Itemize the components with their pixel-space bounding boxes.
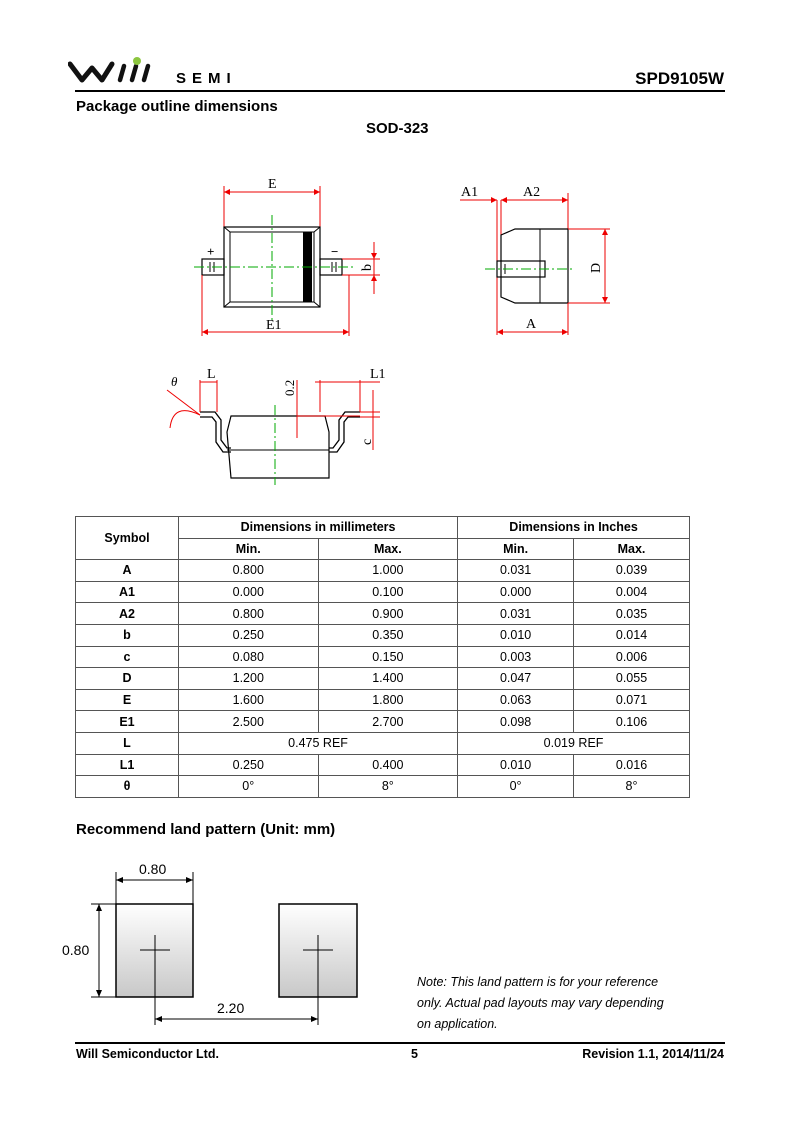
cell-value: 0.010 (458, 624, 574, 646)
cell-value: 0.016 (574, 754, 690, 776)
table-row (76, 624, 690, 646)
label-c: c (360, 438, 375, 445)
cell-value: 1.800 (318, 689, 458, 711)
cell-value: 0.031 (458, 560, 574, 582)
logo-text: SEMI (176, 70, 237, 87)
cell-value: 0.063 (458, 689, 574, 711)
cell-value: 0.098 (458, 711, 574, 733)
section-title-land-pattern: Recommend land pattern (Unit: mm) (76, 821, 336, 838)
cell-symbol: b (76, 624, 179, 646)
cell-value: 0.010 (458, 754, 574, 776)
cell-value: 0° (458, 776, 574, 798)
cell-symbol: A1 (76, 581, 179, 603)
dimensions-table (75, 516, 690, 798)
cell-value: 0.000 (458, 581, 574, 603)
cell-value: 0.014 (574, 624, 690, 646)
cell-value: 0.250 (179, 624, 319, 646)
cell-value: 0.006 (574, 646, 690, 668)
label-A: A (526, 317, 537, 332)
table-row (76, 560, 690, 582)
label-A1: A1 (461, 185, 479, 200)
part-number: SPD9105W (635, 69, 724, 88)
cell-value: 0.800 (179, 603, 319, 625)
cell-value: 0.250 (179, 754, 319, 776)
cell-symbol: E (76, 689, 179, 711)
label-gap: 0.2 (282, 379, 297, 396)
cell-ref: 0.475 REF (179, 732, 458, 754)
cell-value: 0.900 (318, 603, 458, 625)
cell-value: 0.150 (318, 646, 458, 668)
cell-value: 0.035 (574, 603, 690, 625)
table-row (76, 776, 690, 798)
cell-symbol: θ (76, 776, 179, 798)
cell-value: 0.080 (179, 646, 319, 668)
cell-symbol: D (76, 668, 179, 690)
header-max-in: Max. (574, 538, 690, 560)
label-E1: E1 (266, 318, 282, 333)
cell-symbol: c (76, 646, 179, 668)
label-A2: A2 (523, 185, 541, 200)
table-row (76, 732, 690, 754)
label-b: b (360, 264, 375, 271)
cell-value: 0.047 (458, 668, 574, 690)
cell-value: 0.000 (179, 581, 319, 603)
cell-value: 8° (574, 776, 690, 798)
dim-width-label: 0.80 (139, 861, 167, 877)
cell-value: 0.039 (574, 560, 690, 582)
note-line: Note: This land pattern is for your reference (417, 975, 659, 989)
cell-symbol: A2 (76, 603, 179, 625)
cell-ref: 0.019 REF (458, 732, 690, 754)
cell-value: 0.800 (179, 560, 319, 582)
table-row (76, 668, 690, 690)
header-max-mm: Max. (318, 538, 458, 560)
header-rule (75, 90, 725, 92)
land-pattern-drawing (55, 855, 375, 1030)
cell-value: 1.600 (179, 689, 319, 711)
cell-value: 8° (318, 776, 458, 798)
footer-rule (75, 1042, 725, 1044)
dim-height-label: 0.80 (62, 942, 90, 958)
cell-value: 1.200 (179, 668, 319, 690)
cell-value: 0.003 (458, 646, 574, 668)
label-plus: + (207, 244, 215, 259)
header-symbol: Symbol (76, 517, 179, 560)
cell-symbol: L1 (76, 754, 179, 776)
cell-symbol: E1 (76, 711, 179, 733)
label-minus: − (331, 244, 339, 259)
label-theta: θ (171, 374, 178, 389)
header-inches: Dimensions in Inches (458, 517, 690, 539)
cell-value: 2.500 (179, 711, 319, 733)
cell-value: 0° (179, 776, 319, 798)
cell-value: 1.000 (318, 560, 458, 582)
cell-value: 2.700 (318, 711, 458, 733)
cell-value: 0.100 (318, 581, 458, 603)
section-title-outline: Package outline dimensions (76, 98, 278, 115)
note-line: only. Actual pad layouts may vary depending (417, 996, 664, 1010)
cell-value: 0.055 (574, 668, 690, 690)
land-pattern-note (417, 972, 664, 1035)
cell-value: 0.400 (318, 754, 458, 776)
table-row (76, 646, 690, 668)
label-E: E (268, 177, 277, 192)
cell-value: 1.400 (318, 668, 458, 690)
package-name: SOD-323 (366, 120, 429, 137)
cell-value: 0.350 (318, 624, 458, 646)
table-row (76, 711, 690, 733)
cell-value: 0.004 (574, 581, 690, 603)
front-view-drawing (165, 360, 395, 490)
label-L1: L1 (370, 367, 386, 382)
footer-company: Will Semiconductor Ltd. (76, 1047, 219, 1061)
header-min-mm: Min. (179, 538, 319, 560)
side-view-drawing (455, 175, 615, 340)
label-D: D (589, 262, 604, 273)
footer-page-number: 5 (411, 1047, 418, 1061)
header-mm: Dimensions in millimeters (179, 517, 458, 539)
dim-pitch-label: 2.20 (217, 1000, 245, 1016)
cell-symbol: A (76, 560, 179, 582)
top-view-drawing (190, 170, 390, 340)
cell-value: 0.031 (458, 603, 574, 625)
header-min-in: Min. (458, 538, 574, 560)
table-row (76, 689, 690, 711)
table-row (76, 603, 690, 625)
cell-value: 0.106 (574, 711, 690, 733)
cell-symbol: L (76, 732, 179, 754)
label-L: L (207, 367, 216, 382)
table-row (76, 754, 690, 776)
cell-value: 0.071 (574, 689, 690, 711)
note-line: on application. (417, 1017, 498, 1031)
footer-revision: Revision 1.1, 2014/11/24 (582, 1047, 724, 1061)
company-logo (68, 56, 168, 86)
table-row (76, 581, 690, 603)
